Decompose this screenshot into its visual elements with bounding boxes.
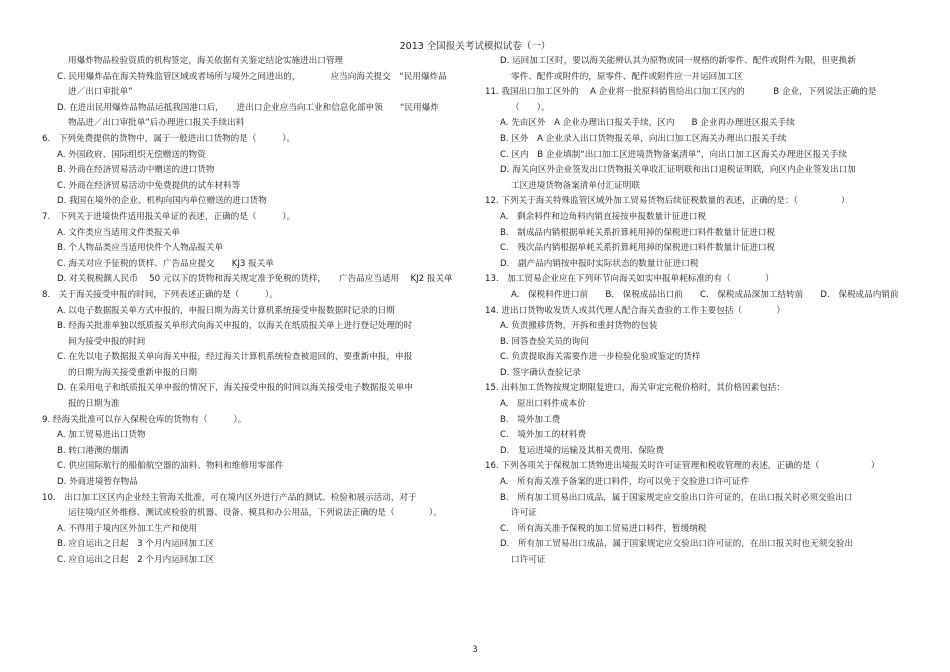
answer-option: B. 回答查验关员的询问 [500, 336, 589, 347]
answer-option: D. 复运进境的运输及其相关费用、保险费 [500, 445, 665, 456]
text-line: 运往境内区外维修、测试或检验的机器、设备、模具和办公用品，下列说法正确的是（ ）。 [68, 508, 442, 519]
question-stem: 9. 经海关批准可以存入保税仓库的货物有（ ）。 [42, 414, 247, 425]
answer-option: C. 民用爆炸品在海关特殊监管区域或者场所与境外之间进出的， 应当向海关提交 “民用爆炸品 [57, 71, 447, 82]
text-line: 的日期为海关接受重新申报的日期 [68, 367, 197, 378]
text-line: A. 保税料件进口前 B. 保税成品出口前 C. 保税成品深加工结转前 D. 保税成品内销前 [511, 289, 899, 300]
answer-option: D. 副产品内销按申报时实际状态的数量计征进口税 [500, 258, 699, 269]
question-stem: 13. 加工贸易企业应在下列环节向海关如实申报单耗标准的有（ ） [485, 274, 774, 285]
answer-option: A. 原出口料件成本价 [500, 399, 586, 410]
question-stem: 15. 出料加工货物按规定期限复进口，海关审定完税价格时，其价格因素包括： [485, 383, 785, 394]
text-line: 零件、配件或附件的，原零件、配件或附件应一并运回加工区 [511, 71, 744, 82]
answer-option: C. 外商在经济贸易活动中免费提供的试车材料等 [57, 180, 241, 191]
answer-option: D. 我国在境外的企业、机构向国内单位赠送的进口货物 [57, 196, 267, 207]
answer-option: B. 所有加工贸易出口成品，属于国家规定应交验出口许可证的，在出口报关时必须交验出口 [500, 492, 853, 503]
answer-option: D. 运回加工区时，要以海关能辨认其为原物或同一规格的新零件、配件或附件为限，但更换新 [500, 56, 856, 66]
page-header-title: 2013 全国报关考试模拟试卷（一） [399, 41, 551, 52]
answer-option: A. 先由区外 A 企业办理出口报关手续，区内 B 企业再办理进区报关手续 [500, 118, 795, 129]
answer-option: A. 外国政府、国际组织无偿赠送的物资 [57, 149, 206, 160]
answer-option: B. 经海关批准单独以纸质报关单形式向海关申报的，以海关在纸质报关单上进行登记处理的时 [57, 321, 413, 332]
answer-option: D. 所有加工贸易出口成品，属于国家规定应交验出口许可证的，在出口报关时也无须交验出 [500, 539, 854, 550]
answer-option: B. 转口港澳的烟酒 [57, 445, 129, 456]
question-stem: 12. 下列关于海关特殊监管区域外加工贸易货物后续征税数量的表述，正确的是：（ ） [485, 196, 850, 207]
question-stem: 14. 进出口货物收发货人或其代理人配合海关查验的工作主要包括（ ） [485, 305, 785, 316]
text-line: 许可证 [511, 508, 537, 519]
answer-option: C. 区内 B 企业填制“出口加工区进境货物备案清单”，向出口加工区海关办理进区报关手续 [500, 149, 847, 160]
answer-option: A. 所有海关准予备案的进口料件，均可以免于交验进口许可证件 [500, 477, 750, 488]
answer-option: A. 文件类应当适用文件类报关单 [57, 227, 180, 238]
question-stem: 6. 下列免费提供的货物中，属于一般进出口货物的是（ ）。 [42, 133, 296, 144]
text-line: （ ）。 [511, 102, 550, 113]
text-line: 用爆炸物品检验资质的机构签定，海关依据有关鉴定结论实施进出口管理 [68, 56, 344, 66]
answer-option: C. 负责提取海关需要作进一步检验化验或鉴定的货样 [500, 352, 701, 363]
answer-option: D. 对关税税额人民币 50 元以下的货物和海关规定准予免税的货样， 广告品应当适用 KJ2 报关单 [57, 274, 453, 285]
text-line: 间为接受申报的时间 [68, 336, 146, 347]
answer-option: A. 加工贸易进出口货物 [57, 430, 146, 441]
text-line: 进／出口审批单” [68, 87, 133, 98]
answer-option: B. 应自运出之日起 3 个月内运回加工区 [57, 539, 215, 550]
question-stem: 7. 下列关于进境快件适用报关单证的表述，正确的是（ ）。 [42, 211, 296, 222]
question-stem: 11. 我国出口加工区外的 A 企业将一批原料销售给出口加工区内的 B 企业，下列说法正确的是 [485, 87, 877, 98]
answer-option: D. 在进出民用爆炸品物品运抵我国港口后， 进出口企业应当向工业和信息化部申领 “民用爆炸 [57, 102, 439, 113]
answer-option: C. 在先以电子数据报关单向海关申报，经过海关计算机系统检查被退回的，要重新申报，申报 [57, 352, 413, 363]
answer-option: C. 应自运出之日起 2 个月内运回加工区 [57, 555, 215, 565]
answer-option: B. 区外 A 企业录入出口货物报关单，向出口加工区海关办理出口报关手续 [500, 133, 787, 144]
answer-option: C. 境外加工的材料费 [500, 430, 587, 441]
answer-option: A. 以电子数据报关单方式申报的，申报日期为海关计算机系统接受申报数据时记录的日期 [57, 305, 395, 316]
page-number: 3 [472, 645, 478, 655]
answer-option: D. 外商进境暂存物品 [57, 477, 138, 488]
answer-option: C. 海关对应予征税的货样、广告品应提交 KJ3 报关单 [57, 258, 274, 269]
answer-option: A. 剩余料件和边角料内销直接按申报数量计征进口税 [500, 211, 707, 222]
answer-option: C. 残次品内销根据单耗关系折算耗用掉的保税进口料件数量计征进口税 [500, 243, 776, 254]
answer-option: C. 供应国际航行的船舶航空器的油料、物料和维修用零部件 [57, 461, 284, 472]
text-line: 工区进境货物备案清单付汇证明联 [511, 180, 640, 191]
answer-option: D. 在采用电子和纸质报关单申报的情况下，海关接受申报的时间以海关接受电子数据报关单申 [57, 383, 413, 394]
question-stem: 8. 关于海关接受申报的时间，下列表述正确的是（ ）。 [42, 289, 278, 300]
right-column [485, 54, 915, 569]
text-line: 物品进／出口审批单”后办理进口报关手续出料 [68, 118, 245, 129]
answer-option: D. 海关向区外企业签发出口货物报关单收汇证明联和出口退税证明联，向区内企业签发出口加 [500, 165, 856, 176]
answer-option: B. 外商在经济贸易活动中赠送的进口货物 [57, 165, 215, 176]
question-stem: 16. 下列各项关于保税加工货物进出境报关时许可证管理和税收管理的表述，正确的是（ ） [485, 461, 880, 472]
text-line: 报的日期为准 [68, 399, 120, 410]
answer-option: A. 负责搬移货物，开拆和重封货物的包装 [500, 321, 658, 332]
answer-option: C. 所有海关准予保税的加工贸易进口料件，暂缓纳税 [500, 523, 707, 534]
answer-option: D. 签字确认查验记录 [500, 367, 581, 378]
answer-option: B. 境外加工费 [500, 414, 561, 425]
question-stem: 10. 出口加工区区内企业经主管海关批准，可在境内区外进行产品的测试、检验和展示活动，对于 [42, 492, 417, 503]
left-column [42, 54, 470, 569]
answer-option: B. 制成品内销根据单耗关系折算耗用掉的保税进口料件数量计征进口税 [500, 227, 776, 238]
answer-option: B. 个人物品类应当适用快件个人物品报关单 [57, 243, 224, 254]
answer-option: A. 不得用于境内区外加工生产和使用 [57, 523, 198, 534]
text-line: 口许可证 [511, 555, 546, 565]
